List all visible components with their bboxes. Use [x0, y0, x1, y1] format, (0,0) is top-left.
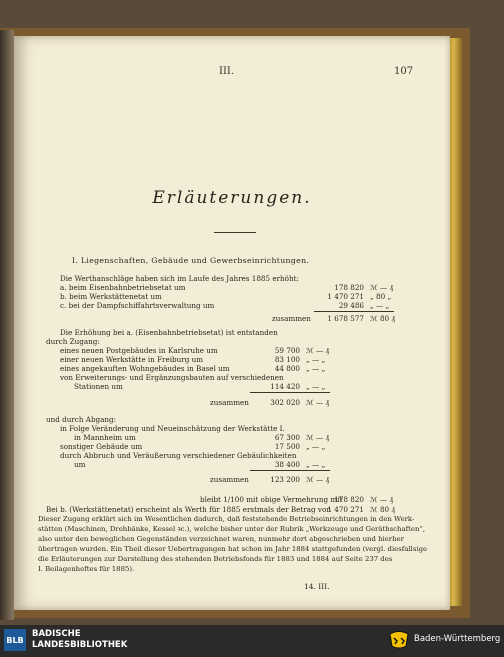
para1-intro: Die Werthanschläge haben sich im Laufe des Jahres 1885 erhöht:	[60, 274, 299, 283]
zugang-total-amount: 302 020	[270, 398, 300, 407]
para1-item-unit: „ 80 „	[370, 292, 392, 301]
sum-rule	[250, 392, 330, 393]
para1-item-unit: „ — „	[370, 301, 390, 310]
abgang-line-label: in Folge Veränderung und Neueinschätzung der Werkstätte I.	[60, 424, 285, 433]
para1-item-amount: 29 486	[338, 301, 364, 310]
sum-rule	[250, 470, 330, 471]
abgang-line-label: in Mannheim um	[74, 433, 136, 442]
para3-line: die Erläuterungen zur Darstellung des stehenden Betriebsfonds für 1883 und 1884 auf Seite 237 des	[38, 555, 393, 563]
para1-item-amount: 178 820	[334, 283, 364, 292]
baden-wuerttemberg-logo-icon[interactable]	[388, 630, 410, 650]
zugang-item-amount: 83 100	[274, 355, 300, 364]
library-name[interactable]	[32, 629, 127, 651]
abgang-total-unit: ℳ — ₰	[306, 475, 330, 484]
abgang-line-amount: 38 400	[274, 460, 300, 469]
para2-intro: Die Erhöhung bei a. (Eisenbahnbetriebsetat) ist entstanden	[60, 328, 278, 337]
para1-item-unit: ℳ — ₰	[370, 283, 394, 292]
title-rule	[214, 232, 256, 233]
book-spine	[0, 30, 14, 620]
abgang-line-unit: „ — „	[306, 460, 326, 469]
document-page	[14, 36, 450, 610]
zugang-total-unit: ℳ — ₰	[306, 398, 330, 407]
abgang-total-amount: 123 200	[270, 475, 300, 484]
para3-line: I. Beilagenheftes für 1885).	[38, 565, 135, 573]
abgang-line-unit: ℳ — ₰	[306, 433, 330, 442]
remainder-amount: 178 820	[334, 495, 364, 504]
para1-item-label: c. bei der Dampfschiffahrtsverwaltung um	[60, 301, 215, 310]
page-number: 107	[394, 66, 414, 77]
gilt-page-edge	[448, 38, 462, 606]
abgang-total-label: zusammen	[210, 475, 249, 484]
running-head-section: III.	[219, 66, 235, 77]
sum-rule	[314, 311, 394, 312]
para3-line: Dieser Zugang erklärt sich im Wesentlichen dadurch, daß feststehende Betriebseinrichtungen in den Werk-	[38, 515, 415, 523]
zugang-item-unit: „ — „	[306, 355, 326, 364]
para1-item-amount: 1 470 271	[327, 292, 364, 301]
para3-first-unit: ℳ 80 ₰	[370, 505, 395, 514]
para3-first-line: Bei b. (Werkstättenetat) erscheint als Werth für 1885 erstmals der Betrag von	[46, 505, 331, 514]
abgang-line-amount: 17 500	[274, 442, 300, 451]
abgang-line-label: um	[74, 460, 86, 469]
zugang-item-label: eines neuen Postgebäudes in Karlsruhe um	[60, 346, 218, 355]
zugang-item-unit: „ — „	[306, 382, 326, 391]
abgang-line-label: sonstiger Gebäude um	[60, 442, 143, 451]
abgang-line-amount: 67 300	[274, 433, 300, 442]
zugang-total-label: zusammen	[210, 398, 249, 407]
zugang-item-label: einer neuen Werkstätte in Freiburg um	[60, 355, 204, 364]
signature-mark: 14. III.	[304, 582, 330, 591]
library-name-line1: BADISCHE	[32, 629, 81, 639]
blb-logo[interactable]: BLB	[4, 629, 26, 651]
para1-total-label: zusammen	[272, 314, 311, 323]
zugang-item-label: eines angekauften Wohngebäudes in Basel um	[60, 364, 230, 373]
para3-line: stätten (Maschinen, Drehbänke, Kessel ꝛc.), welche bisher unter der Rubrik „Werkzeuge und Geräthschaften“,	[38, 525, 426, 533]
para1-item-label: a. beim Eisenbahnbetriebsetat um	[60, 283, 186, 292]
abgang-label: und durch Abgang:	[46, 415, 117, 424]
zugang-item-label: Stationen um	[74, 382, 123, 391]
para3-first-amount: 1 470 271	[327, 505, 364, 514]
page-title: Erläuterungen.	[152, 188, 312, 208]
zugang-item-unit: ℳ — ₰	[306, 346, 330, 355]
para3-line: übertragen wurden. Ein Theil dieser Uebertragungen hat schon im Jahr 1884 stattgefunden (vergl. diesfallsige	[38, 545, 428, 553]
state-name[interactable]: Baden-Württemberg	[414, 634, 501, 644]
zugang-item-unit: „ — „	[306, 364, 326, 373]
library-name-line2: LANDESBIBLIOTHEK	[32, 640, 128, 650]
zugang-label: durch Zugang:	[46, 337, 100, 346]
para3-line: also unter den beweglichen Gegenständen verzeichnet waren, nunmehr dort abgeschrieben und hierher	[38, 535, 404, 543]
zugang-item-amount: 114 420	[270, 382, 300, 391]
abgang-line-unit: „ — „	[306, 442, 326, 451]
para1-item-label: b. beim Werkstättenetat um	[60, 292, 162, 301]
para1-total-amount: 1 678 577	[327, 314, 364, 323]
zugang-item-label: von Erweiterungs- und Ergänzungsbauten auf verschiedenen	[60, 373, 284, 382]
section-heading: I. Liegenschaften, Gebäude und Gewerbseinrichtungen.	[72, 256, 310, 265]
zugang-item-amount: 44 800	[274, 364, 300, 373]
remainder-unit: ℳ — ₰	[370, 495, 394, 504]
abgang-line-label: durch Abbruch und Veräußerung verschiedener Gebäulichkeiten	[60, 451, 297, 460]
para1-total-unit: ℳ 80 ₰	[370, 314, 395, 323]
zugang-item-amount: 59 700	[274, 346, 300, 355]
remainder-label: bleibt 1/100 mit obige Vermehrung mit	[200, 495, 343, 504]
